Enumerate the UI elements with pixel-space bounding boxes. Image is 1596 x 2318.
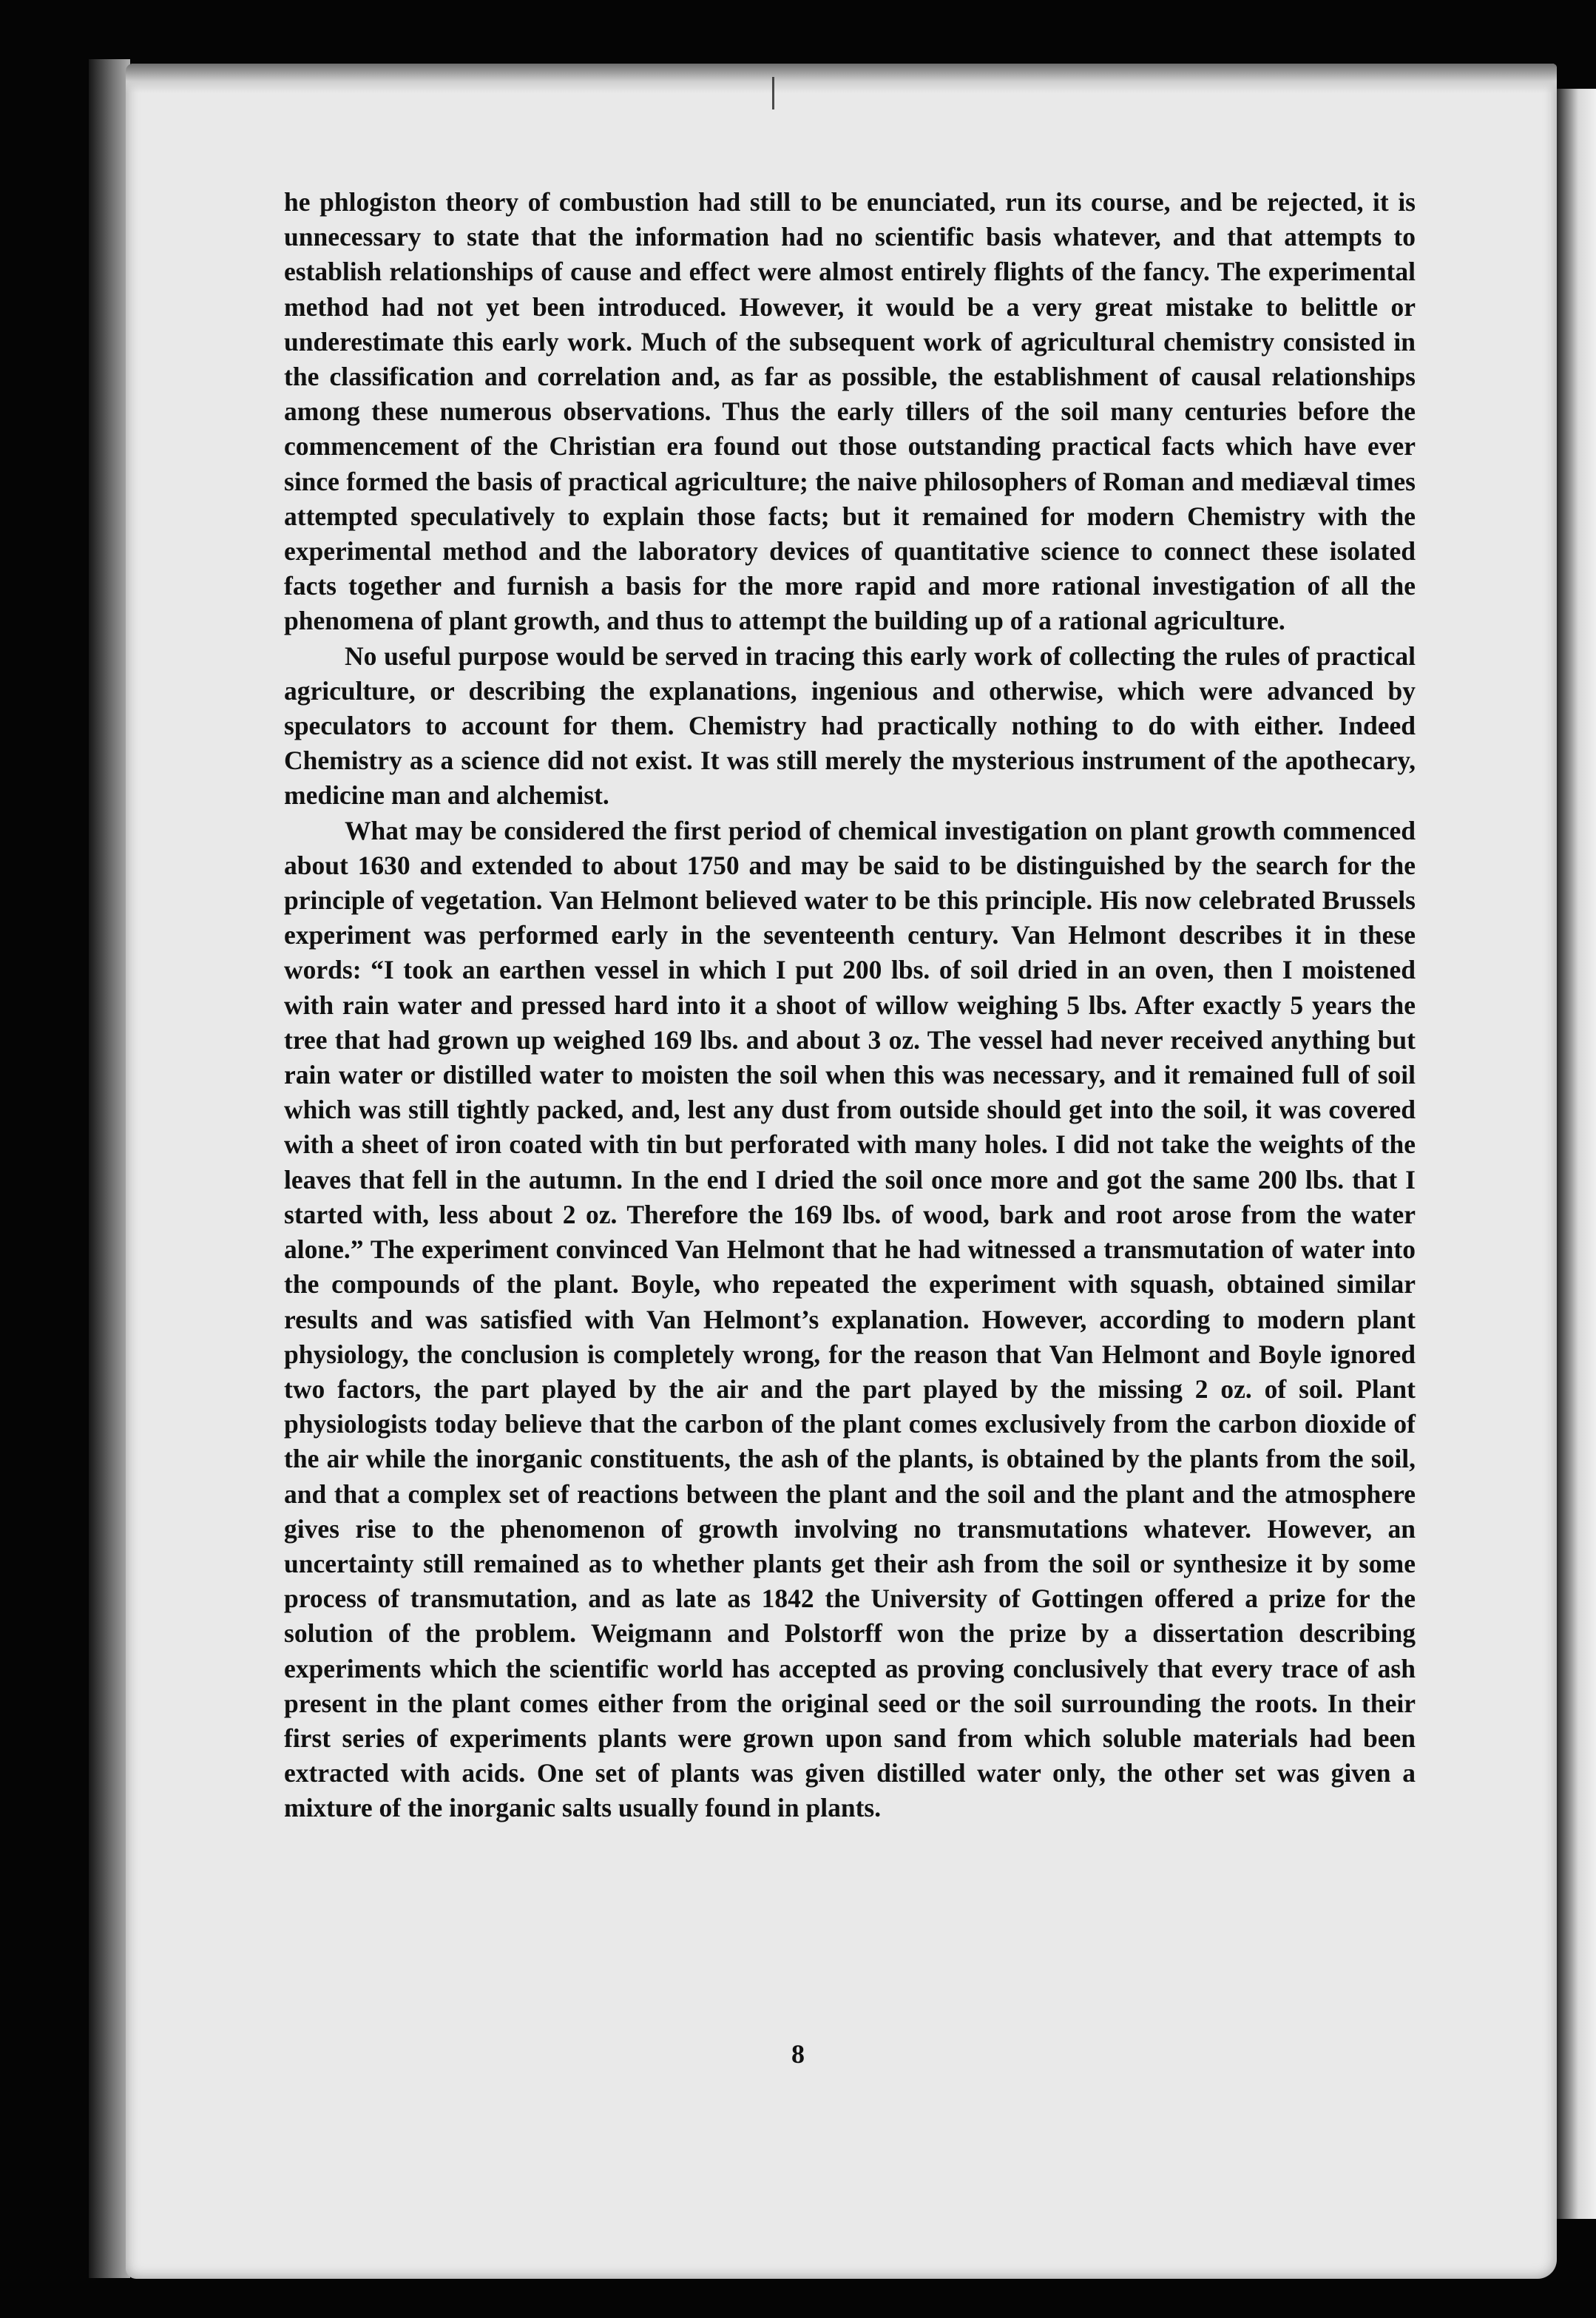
paragraph-3: What may be considered the first period of chemical investigation on plant growth commenced about 1630 and extended to about 1750 and may be said to be distinguished by the search for the principle of vegetation. Van Helmont believed water to be this principle. His now celebrated Brussels experiment was performed early in the seventeenth century. Van Helmont describes it in these words: “I took an earthen vessel in which I put 200 lbs. of soil dried in an oven, then I moistened with rain water and pressed hard into it a shoot of willow weighing 5 lbs. After exactly 5 years the tree that had grown up weighed 169 lbs. and about 3 oz. The vessel had never received anything but rain water or distilled water to moisten the soil when this was necessary, and it remained full of soil which was still tightly packed, and, lest any dust from outside should get into the soil, it was covered with a sheet of iron coated with tin but perforated with many holes. I did not take the weights of the leaves that fell in the autumn. In the end I dried the soil once more and got the same 200 lbs. that I started with, less about 2 oz. Therefore the 169 lbs. of wood, bark and root arose from the water alone.” The experiment convinced Van Helmont that he had witnessed a transmutation of water into the compounds of the plant. Boyle, who repeated the experiment with squash, obtained similar results and was satisfied with Van Helmont’s explanation. However, according to modern plant physiology, the conclusion is completely wrong, for the reason that Van Helmont and Boyle ignored two factors, the part played by the air and the part played by the missing 2 oz. of soil. Plant physiologists today believe that the carbon of the plant comes exclusively from the carbon dioxide of the air while the inorganic constituents, the ash of the plants, is obtained by the plants from the soil, and that a complex set of reactions between the plant and the soil and the plant and the atmosphere gives rise to the phenomenon of growth involving no transmutations whatever. However, an uncertainty still remained as to whether plants get their ash from the soil or synthesize it by some process of transmutation, and as late as 1842 the University of Gottingen offered a prize for the solution of the problem. Weigmann and Polstorff won the prize by a dissertation describing experiments which the scientific world has accepted as proving conclusively that every trace of ash present in the plant comes either from the original seed or the soil surrounding the roots. In their first series of experiments plants were grown upon sand from which soluble materials had been extracted with acids. One set of plants was given distilled water only, the other set was given a mixture of the inorganic salts usually found in plants. (284, 815, 1416, 1823)
paragraph-2: No useful purpose would be served in tracing this early work of collecting the rules of practical agriculture, or describing the explanations, ingenious and otherwise, which were advanced by speculators to account for them. Chemistry had practically nothing to do with either. Indeed Chemistry as a science did not exist. It was still merely the mysterious instrument of the apothecary, medicine man and alchemist. (284, 641, 1416, 811)
page-top-shadow (126, 64, 1557, 93)
body-text (284, 185, 1416, 1826)
paragraph-1: he phlogiston theory of combustion had still to be enunciated, run its course, and be rejected, it is unnecessary to state that the information had no scientific basis whatever, and that attempts to establish relationships of cause and effect were almost entirely flights of the fancy. The experimental method had not yet been introduced. However, it would be a very great mistake to belittle or underestimate this early work. Much of the subsequent work of agricultural chemistry consisted in the classification and correlation and, as far as possible, the establishment of causal relationships among these numerous observations. Thus the early tillers of the soil many centuries before the commencement of the Christian era found out those outstanding practical facts which have ever since formed the basis of practical agriculture; the naive philosophers of Roman and mediæval times attempted speculatively to explain those facts; but it remained for modern Chemistry with the experimental method and the laboratory devices of quantitative science to connect these isolated facts together and furnish a basis for the more rapid and more rational investigation of all the phenomena of plant growth, and thus to attempt the building up of a rational agriculture. (284, 187, 1416, 636)
next-page-edge-right (1557, 89, 1596, 2219)
page-number: 8 (791, 2039, 805, 2069)
fold-mark (772, 77, 774, 109)
binding-shadow-left (89, 59, 130, 2278)
